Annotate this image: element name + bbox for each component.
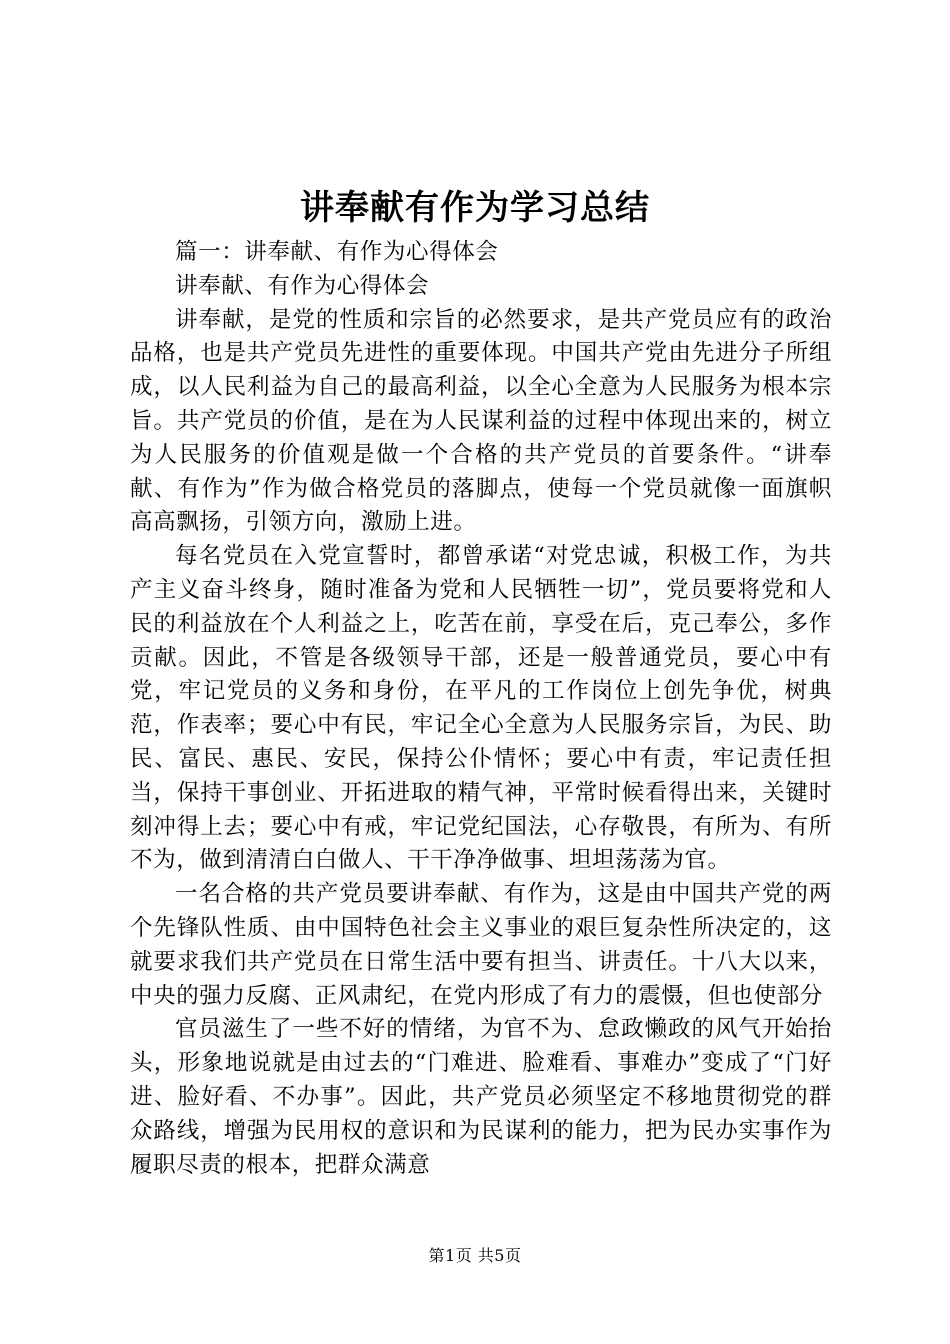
body-paragraph: 每名党员在入党宣誓时，都曾承诺“对党忠诚，积极工作，为共产主义奋斗终身，随时准备为党和人民牺牲一切”，党员要将党和人民的利益放在个人利益之上，吃苦在前，享受在后，克己奉公，多作贡献。因此，不管是各级领导干部，还是一般普通党员，要心中有党，牢记党员的义务和身份，在平凡的工作岗位上创先争优，树典范，作表率；要心中有民，牢记全心全意为人民服务宗旨，为民、助民、富民、惠民、安民，保持公仆情怀；要心中有责，牢记责任担当，保持干事创业、开拓进取的精气神，平常时候看得出来，关键时刻冲得上去；要心中有戒，牢记党纪国法，心存敬畏，有所为、有所不为，做到清清白白做人、干干净净做事、坦坦荡荡为官。 — [130, 543, 832, 874]
body-paragraph: 官员滋生了一些不好的情绪，为官不为、怠政懒政的风气开始抬头，形象地说就是由过去的“门难进、脸难看、事难办”变成了“门好进、脸好看、不办事”。因此，共产党员必须坚定不移地贯彻党的群众路线，增强为民用权的意识和为民谋利的能力，把为民办实事作为履职尽责的根本，把群众满意 — [130, 1016, 832, 1178]
section-heading: 篇一：讲奉献、有作为心得体会 — [175, 239, 499, 265]
body-paragraph: 讲奉献，是党的性质和宗旨的必然要求，是共产党员应有的政治品格，也是共产党员先进性的重要体现。中国共产党由先进分子所组成，以人民利益为自己的最高利益，以全心全意为人民服务为根本宗旨。共产党员的价值，是在为人民谋利益的过程中体现出来的，树立为人民服务的价值观是做一个合格的共产党员的首要条件。“讲奉献、有作为”作为做合格党员的落脚点，使每一个党员就像一面旗帜高高飘扬，引领方向，激励上进。 — [130, 306, 832, 536]
page-footer: 第1页 共5页 — [428, 1246, 522, 1265]
document-title: 讲奉献有作为学习总结 — [300, 188, 650, 228]
document-body — [130, 236, 832, 1182]
subsection-heading: 讲奉献、有作为心得体会 — [175, 272, 430, 299]
body-paragraph: 一名合格的共产党员要讲奉献、有作为，这是由中国共产党的两个先锋队性质、由中国特色社会主义事业的艰巨复杂性所决定的，这就要求我们共产党员在日常生活中要有担当、讲责任。十八大以来，中央的强力反腐、正风肃纪，在党内形成了有力的震慑，但也使部分 — [130, 881, 832, 1009]
